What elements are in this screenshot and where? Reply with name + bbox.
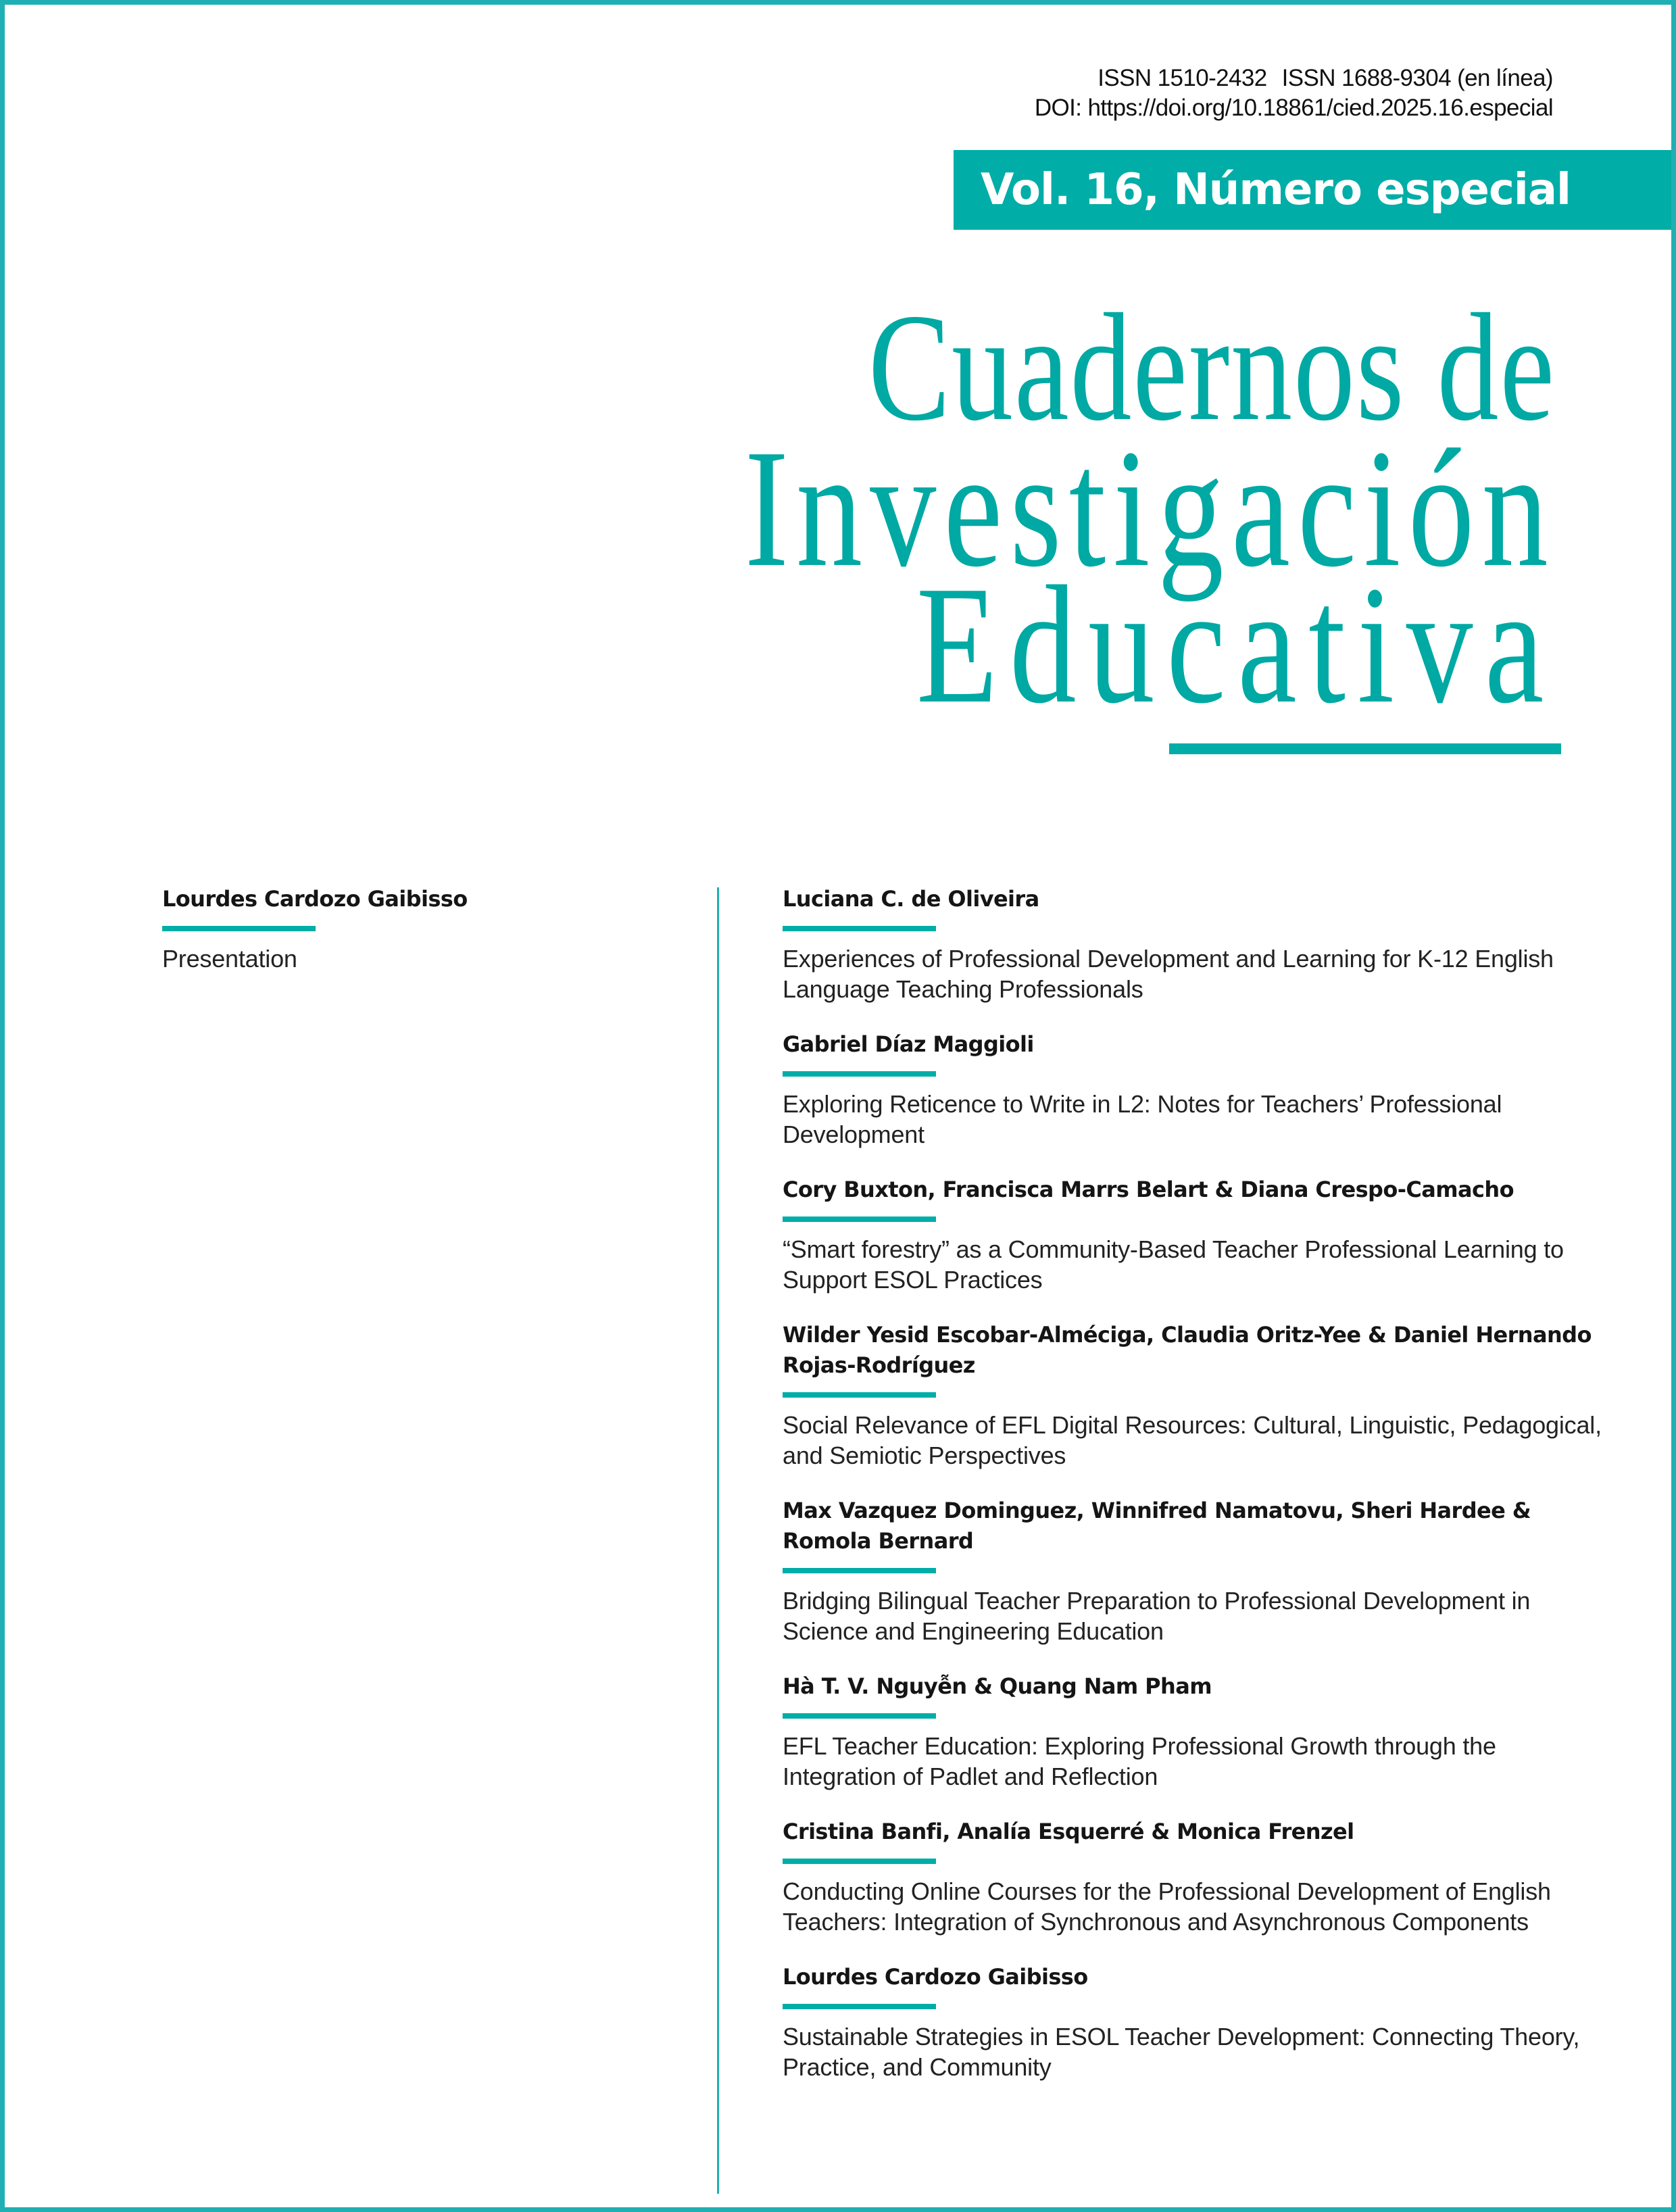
column-divider <box>717 887 719 2194</box>
entry-title[interactable]: EFL Teacher Education: Exploring Professional Growth through the Integration of Padlet and Reflection <box>783 1732 1496 1790</box>
entry-rule <box>783 2004 936 2009</box>
toc-entry[interactable] <box>783 1817 1604 1937</box>
journal-title-line-2: Investigación <box>744 415 1556 602</box>
entry-rule <box>783 926 936 931</box>
toc-entry[interactable] <box>783 1029 1604 1150</box>
entry-title[interactable]: “Smart forestry” as a Community-Based Teacher Professional Learning to Support ESOL Practices <box>783 1235 1564 1294</box>
entry-author: Lourdes Cardozo Gaibisso <box>162 886 468 912</box>
presentation-column <box>162 884 635 999</box>
journal-title <box>522 282 1556 739</box>
entry-author: Cory Buxton, Francisca Marrs Belart & Diana Crespo-Camacho <box>783 1177 1514 1202</box>
title-underline-rule <box>1169 743 1561 754</box>
entry-rule <box>783 1713 936 1719</box>
entry-rule <box>783 1071 936 1077</box>
toc-entry[interactable] <box>783 1320 1604 1471</box>
entry-title[interactable]: Conducting Online Courses for the Professional Development of English Teachers: Integration of Synchronous and Asynchronous Components <box>783 1877 1551 1936</box>
entry-author: Cristina Banfi, Analía Esquerré & Monica Frenzel <box>783 1819 1354 1844</box>
toc-entry[interactable] <box>783 1671 1604 1792</box>
entry-author: Lourdes Cardozo Gaibisso <box>783 1964 1088 1990</box>
entry-rule <box>162 926 316 931</box>
entry-title[interactable]: Sustainable Strategies in ESOL Teacher Development: Connecting Theory, Practice, and Community <box>783 2023 1580 2081</box>
issn-online: ISSN 1688-9304 (en línea) <box>1281 65 1553 91</box>
entry-title[interactable]: Presentation <box>162 945 297 973</box>
entry-title[interactable]: Bridging Bilingual Teacher Preparation to Professional Development in Science and Engineering Education <box>783 1587 1531 1645</box>
publication-identifiers <box>1035 64 1553 123</box>
entry-rule <box>783 1392 936 1398</box>
toc-entry[interactable] <box>783 1496 1604 1646</box>
entry-author: Gabriel Díaz Maggioli <box>783 1031 1034 1057</box>
toc-entry[interactable] <box>783 884 1604 1004</box>
volume-banner <box>954 150 1671 230</box>
issn-line <box>1035 64 1553 93</box>
toc-entry[interactable] <box>783 1175 1604 1295</box>
entry-author: Max Vazquez Dominguez, Winnifred Namatovu, Sheri Hardee & Romola Bernard <box>783 1498 1531 1554</box>
issn-print: ISSN 1510-2432 <box>1098 65 1267 91</box>
entry-title[interactable]: Social Relevance of EFL Digital Resources: Cultural, Linguistic, Pedagogical, and Semiotic Perspectives <box>783 1411 1602 1469</box>
journal-title-line-1: Cuadernos de <box>868 282 1556 453</box>
toc-entry[interactable] <box>783 1962 1604 2082</box>
entry-rule <box>783 1568 936 1573</box>
doi-link[interactable]: DOI: https://doi.org/10.18861/cied.2025.16.especial <box>1034 95 1553 121</box>
journal-title-line-3: Educativa <box>916 551 1556 739</box>
toc-entry[interactable] <box>162 884 635 974</box>
volume-label: Vol. 16, Número especial <box>981 165 1571 215</box>
entry-author: Luciana C. de Oliveira <box>783 886 1039 912</box>
entry-author: Hà T. V. Nguyễn & Quang Nam Pham <box>783 1673 1212 1699</box>
entry-title[interactable]: Experiences of Professional Development and Learning for K-12 English Language Teaching Professionals <box>783 945 1554 1003</box>
entry-rule <box>783 1216 936 1222</box>
entry-author: Wilder Yesid Escobar-Alméciga, Claudia Oritz-Yee & Daniel Hernando Rojas-Rodríguez <box>783 1322 1592 1378</box>
entry-rule <box>783 1859 936 1864</box>
entry-title[interactable]: Exploring Reticence to Write in L2: Notes for Teachers’ Professional Development <box>783 1090 1502 1148</box>
table-of-contents <box>783 884 1604 2107</box>
